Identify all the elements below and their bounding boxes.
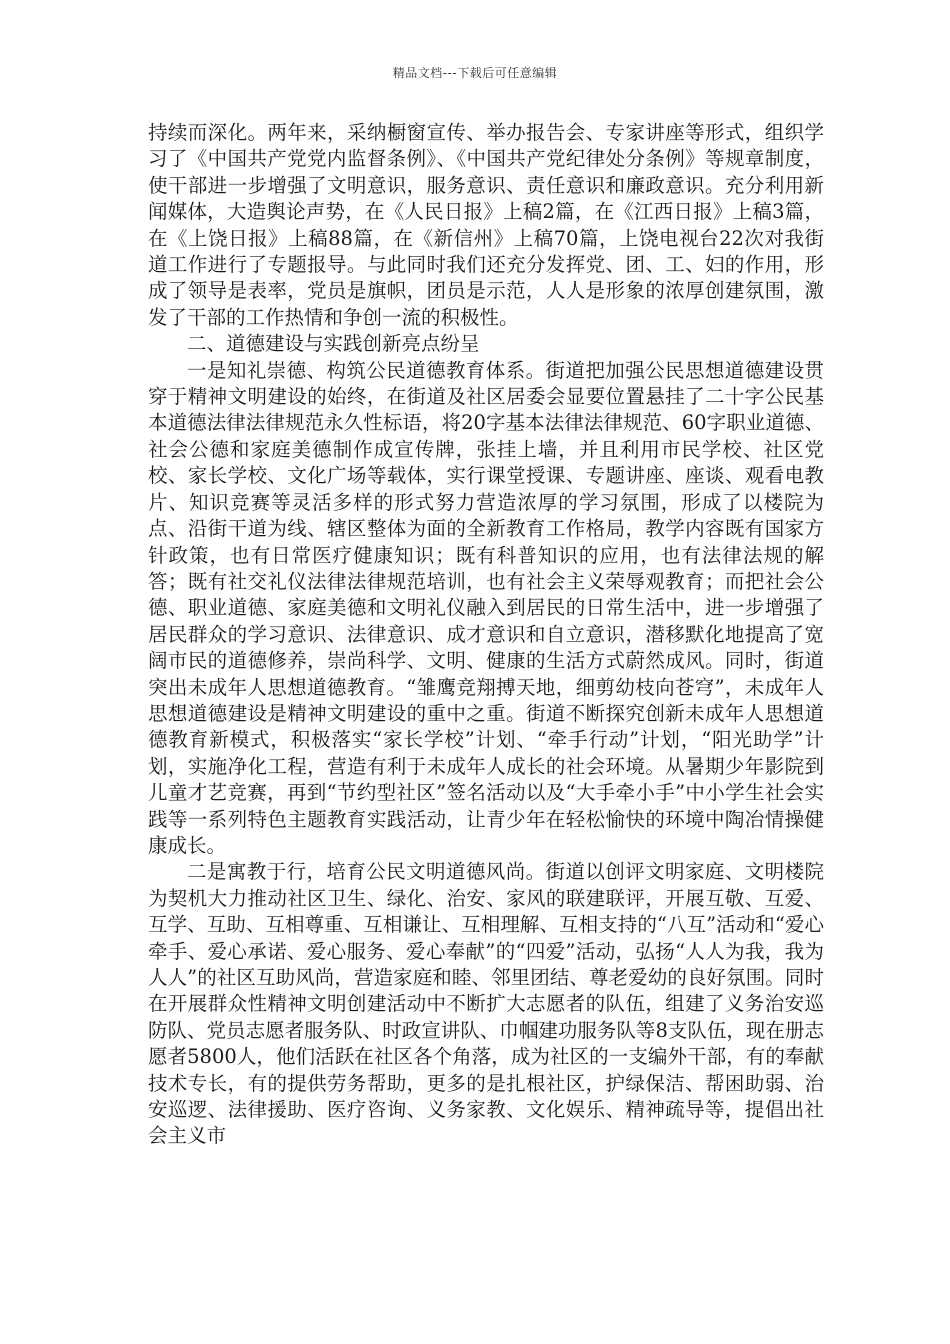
paragraph-moral-education: 一是知礼崇德、构筑公民道德教育体系。街道把加强公民思想道德建设贯穿于精神文明建设的始终，在街道及社区居委会显要位置悬挂了二十字公民基本道德法律法律规范永久性标语，将20字基本法律法律规范、60字职业道德、社会公德和家庭美德制作成宣传牌，张挂上墙，并且利用市民学校、社区党校、家长学校、文化广场等载体，实行课堂授课、专题讲座、座谈、观看电教片、知识竞赛等灵活多样的形式努力营造浓厚的学习氛围，形成了以楼院为点、沿街干道为线、辖区整体为面的全新教育工作格局，教学内容既有国家方针政策，也有日常医疗健康知识；既有科普知识的应用，也有法律法规的解答；既有社交礼仪法律法律规范培训，也有社会主义荣辱观教育；而把社会公德、职业道德、家庭美德和文明礼仪融入到居民的日常生活中，进一步增强了居民群众的学习意识、法律意识、成才意识和自立意识，潜移默化地提高了宽阔市民的道德修养，崇尚科学、文明、健康的生活方式蔚然成风。同时，街道突出未成年人思想道德教育。“雏鹰竞翔搏天地，细剪幼枝向苍穹”，未成年人思想道德建设是精神文明建设的重中之重。街道不断探究创新未成年人思想道德教育新模式，积极落实“家长学校”计划、“牵手行动”计划，“阳光助学”计划，实施净化工程，营造有利于未成年人成长的社会环境。从暑期少年影院到儿童才艺竞赛，再到“节约型社区”签名活动以及“大手牵小手”中小学生社会实践等一系列特色主题教育实践活动，让青少年在轻松愉快的环境中陶冶情操健康成长。 [148, 358, 824, 857]
document-body [148, 120, 824, 1150]
paragraph-civic-practice: 二是寓教于行，培育公民文明道德风尚。街道以创评文明家庭、文明楼院为契机大力推动社区卫生、绿化、治安、家风的联建联评，开展互敬、互爱、互学、互助、互相尊重、互相谦让、互相理解、互相支持的“八互”活动和“爱心牵手、爱心承诺、爱心服务、爱心奉献”的“四爱”活动，弘扬“人人为我，我为人人”的社区互助风尚，营造家庭和睦、邻里团结、尊老爱幼的良好氛围。同时在开展群众性精神文明创建活动中不断扩大志愿者的队伍，组建了义务治安巡防队、党员志愿者服务队、时政宣讲队、巾帼建功服务队等8支队伍，现在册志愿者5800人，他们活跃在社区各个角落，成为社区的一支编外干部，有的奉献技术专长，有的提供劳务帮助，更多的是扎根社区，护绿保洁、帮困助弱、治安巡逻、法律援助、医疗咨询、义务家教、文化娱乐、精神疏导等，提倡出社会主义市 [148, 860, 824, 1148]
page-header: 精品文档---下载后可任意编辑 [392, 66, 558, 80]
section-heading: 二、道德建设与实践创新亮点纷呈 [187, 332, 480, 356]
paragraph-continuation: 持续而深化。两年来，采纳橱窗宣传、举办报告会、专家讲座等形式，组织学习了《中国共产党党内监督条例》、《中国共产党纪律处分条例》等规章制度，使干部进一步增强了文明意识，服务意识、责任意识和廉政意识。充分利用新闻媒体，大造舆论声势，在《人民日报》上稿2篇，在《江西日报》上稿3篇，在《上饶日报》上稿88篇，在《新信州》上稿70篇，上饶电视台22次对我街道工作进行了专题报导。与此同时我们还充分发挥党、团、工、妇的作用，形成了领导是表率，党员是旗帜，团员是示范，人人是形象的浓厚创建氛围，激发了干部的工作热情和争创一流的积极性。 [148, 121, 824, 329]
